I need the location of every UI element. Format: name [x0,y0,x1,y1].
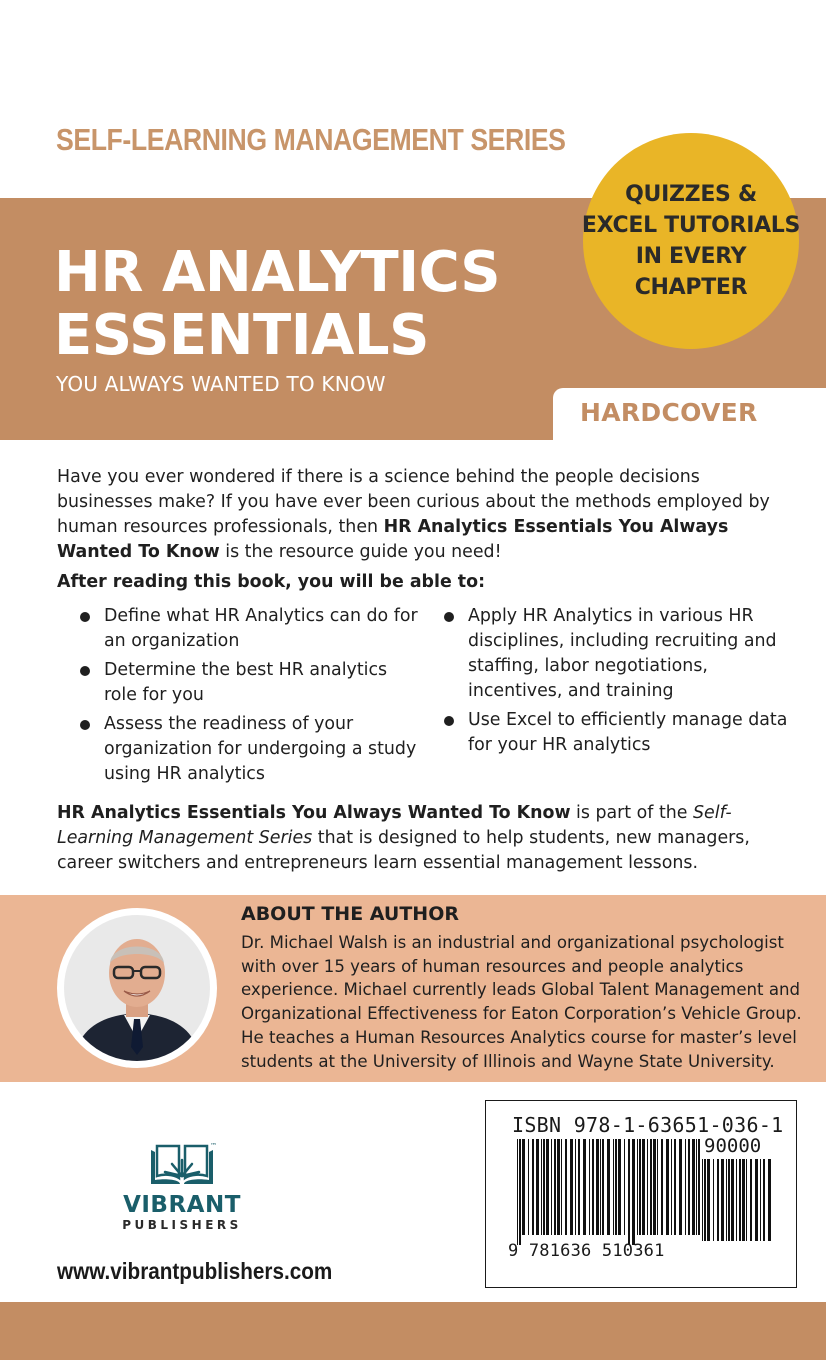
barcode-bar [731,1159,734,1241]
closing-paragraph [57,801,797,876]
closing-book-title: HR Analytics Essentials You Always Wanted To Know [57,803,571,823]
outcomes-list-right [442,604,802,762]
intro-text: Have you ever wondered if there is a science behind the people decisions businesses make? If you have ever been curious about the methods employed by human resources professionals, then [57,467,770,537]
list-item [78,604,418,654]
barcode-bar [685,1139,686,1235]
barcode-bar [696,1139,697,1235]
barcode-bar [702,1159,703,1241]
barcode-bar [632,1139,635,1245]
barcode-bar [742,1159,745,1241]
barcode-bar [657,1139,658,1235]
outcomes-list-left [78,604,418,791]
closing-text-end: that is designed to help students, new managers, career switchers and entrepreneurs learn essential management lessons. [57,828,750,873]
open-book-icon [147,1140,217,1190]
barcode-bar [704,1159,706,1241]
bottom-band [0,1302,826,1360]
author-photo [57,908,217,1068]
badge-line: QUIZZES & [625,182,757,207]
list-item-text: Apply HR Analytics in various HR disciplines, including recruiting and staffing, labor negotiations, incentives, and training [468,606,777,701]
barcode-bar [519,1139,521,1245]
ean-digits: 9 781636 510361 [508,1241,665,1261]
barcode-bar [583,1139,586,1235]
barcode-bar [713,1159,714,1241]
list-item [78,712,418,787]
closing-series-name: Self-Learning Management Series [57,803,732,848]
isbn-addon-text: 90000 [704,1135,762,1157]
list-item-text: Assess the readiness of your organization for undergoing a study using HR analytics [104,714,417,784]
bullet-icon [80,720,90,730]
author-portrait-icon [64,915,210,1061]
barcode-bar [739,1159,741,1241]
barcode-bar [666,1139,669,1235]
barcode-bar [746,1159,747,1241]
barcode-bar [726,1159,727,1241]
barcode-bar [679,1139,682,1235]
book-title-line-2: ESSENTIALS [54,303,429,368]
barcode-bar [728,1159,730,1241]
barcode-bar [661,1139,663,1235]
barcode-bar [628,1139,630,1245]
series-label: SELF-LEARNING MANAGEMENT SERIES [56,122,566,157]
feature-badge [583,133,799,349]
barcode-bar [554,1139,556,1235]
barcode-bar [592,1139,594,1235]
barcode-bar [551,1139,552,1235]
barcode-bar [615,1139,617,1235]
list-item-text: Determine the best HR analytics role for you [104,660,388,705]
publisher-logo [119,1140,245,1232]
barcode-bar [624,1139,625,1235]
bullet-icon [80,612,90,622]
barcode-bar [650,1139,652,1235]
badge-line: IN EVERY [635,244,747,269]
addon-bars [702,1159,774,1241]
barcode-bar [589,1139,590,1235]
barcode-bar [557,1139,560,1235]
isbn-text: ISBN 978-1-63651-036-1 [512,1113,784,1137]
barcode-bar [688,1139,690,1235]
list-item [442,604,802,704]
publisher-website: www.vibrantpublishers.com [57,1258,333,1284]
author-bio: Dr. Michael Walsh is an industrial and organizational psychologist with over 15 years of human resources and people analytics experience. Michael currently leads Global Talent Management and Organizational Effectiveness for Eaton Corporation’s Vehicle Group. He teaches a Human Resources Analytics course for master’s level students at the University of Illinois and Wayne State University. [241,933,802,1071]
outcomes-heading: After reading this book, you will be able to: [57,572,486,592]
ean-bars [517,1139,701,1245]
barcode-bar [565,1139,567,1235]
barcode-bar [522,1139,525,1235]
barcode-bar [763,1159,765,1241]
format-tab [553,388,826,440]
barcode-bar [578,1139,580,1235]
publisher-sub: PUBLISHERS [122,1218,242,1232]
barcode-bar [750,1159,752,1241]
intro-paragraph [57,465,797,565]
barcode-bar [717,1159,719,1241]
barcode-bar [647,1139,648,1235]
barcode-bar [602,1139,604,1235]
barcode-bar [671,1139,672,1235]
publisher-name: VIBRANT [123,1192,241,1218]
barcode-bar [692,1139,695,1235]
book-title-line-1: HR ANALYTICS [54,240,501,305]
badge-line: CHAPTER [634,275,748,300]
barcode-bar [536,1139,539,1235]
barcode-bar [596,1139,599,1235]
author-section [0,895,826,1082]
barcode-bar [613,1139,614,1235]
barcode-bar [698,1139,700,1235]
barcode-bar [532,1139,534,1235]
barcode-bar [618,1139,621,1235]
author-heading: ABOUT THE AUTHOR [241,903,459,925]
trademark-mark: ™ [210,1142,217,1150]
barcode-bar [600,1139,601,1235]
barcode [485,1100,797,1288]
closing-text: is part of the [570,803,694,823]
barcode-bar [543,1139,545,1235]
intro-book-title: HR Analytics Essentials You Always Wanted To Know [57,517,729,562]
barcode-bar [541,1139,542,1235]
list-item-text: Use Excel to efficiently manage data for your HR analytics [468,710,788,755]
barcode-bar [639,1139,641,1235]
barcode-bar [546,1139,549,1235]
barcode-bar [561,1139,562,1235]
format-label: HARDCOVER [580,398,758,427]
barcode-bar [575,1139,576,1235]
list-item [442,708,802,758]
list-item-text: Define what HR Analytics can do for an organization [104,606,418,651]
book-subtitle: YOU ALWAYS WANTED TO KNOW [56,372,386,396]
barcode-bar [760,1159,761,1241]
bullet-icon [444,612,454,622]
barcode-bar [517,1139,518,1245]
barcode-bar [642,1139,645,1235]
list-item [78,658,418,708]
barcode-bar [736,1159,737,1241]
barcode-bar [707,1159,710,1241]
badge-line: EXCEL TUTORIALS [581,213,801,238]
bullet-icon [80,666,90,676]
intro-text-end: is the resource guide you need! [219,542,502,562]
bullet-icon [444,716,454,726]
barcode-bar [637,1139,638,1235]
barcode-bar [528,1139,529,1235]
barcode-bar [570,1139,573,1235]
barcode-bar [653,1139,656,1235]
barcode-bar [607,1139,610,1235]
barcode-bar [674,1139,676,1235]
barcode-bar [768,1159,771,1241]
barcode-bar [755,1159,758,1241]
barcode-bar [721,1159,724,1241]
